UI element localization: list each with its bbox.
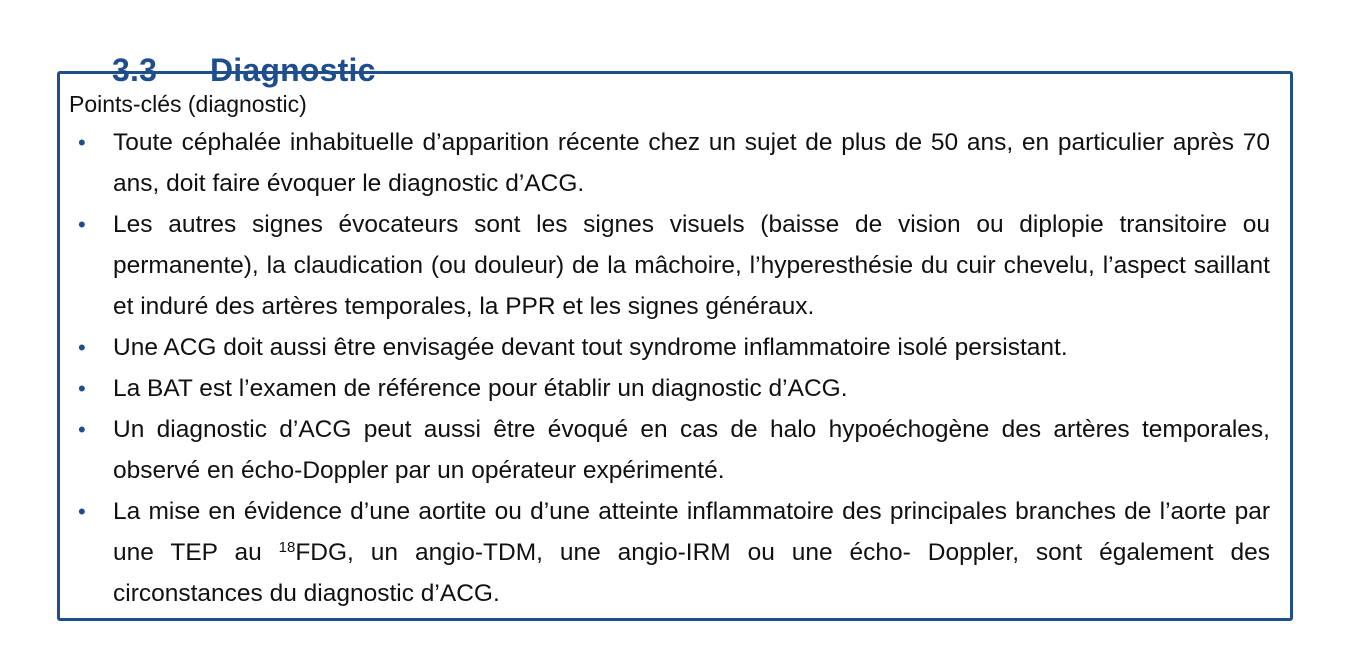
list-item-text: Toute céphalée inhabituelle d’apparition récente chez un sujet de plus de 50 ans, en particulier après 70 ans, doit faire évoquer le diagnostic d’ACG.: [113, 129, 1270, 197]
bullet-icon: •: [78, 376, 86, 401]
list-item: [69, 327, 1270, 368]
bullet-icon: •: [78, 417, 86, 442]
isotope-superscript: 18: [278, 539, 296, 556]
bullet-icon: •: [78, 212, 86, 237]
list-item: [69, 409, 1270, 491]
key-points-box: [57, 71, 1293, 621]
list-item-text: [113, 498, 1270, 607]
list-item-text: Les autres signes évocateurs sont les signes visuels (baisse de vision ou diplopie transitoire ou permanente), la claudication (ou douleur) de la mâchoire, l’hyperesthésie du cuir chevelu, l’aspect saillant et induré des artères temporales, la PPR et les signes généraux.: [113, 211, 1270, 320]
list-item: [69, 368, 1270, 409]
list-item: [69, 122, 1270, 204]
bullet-icon: •: [78, 499, 86, 524]
list-item: [69, 204, 1270, 327]
section-number: 3.3: [112, 52, 158, 89]
section-title: Diagnostic: [210, 52, 376, 89]
list-item-text: Un diagnostic d’ACG peut aussi être évoqué en cas de halo hypoéchogène des artères temporales, observé en écho-Doppler par un opérateur expérimenté.: [113, 416, 1270, 484]
text-after-superscript: FDG, un angio-TDM, une angio-IRM ou une écho- Doppler, sont également des circonstances du diagnostic d’ACG.: [113, 539, 1270, 607]
bullet-icon: •: [78, 130, 86, 155]
list-item: [69, 491, 1270, 614]
bullet-icon: •: [78, 335, 86, 360]
list-item-text: Une ACG doit aussi être envisagée devant tout syndrome inflammatoire isolé persistant.: [113, 334, 1068, 361]
key-points-title: Points-clés (diagnostic): [69, 91, 307, 117]
list-item-text: La BAT est l’examen de référence pour établir un diagnostic d’ACG.: [113, 375, 848, 402]
text-before-superscript: La mise en évidence d’une aortite ou d’une atteinte inflammatoire des principales branches de l’aorte par une TEP au: [113, 498, 1270, 566]
key-points-list: [69, 122, 1270, 614]
